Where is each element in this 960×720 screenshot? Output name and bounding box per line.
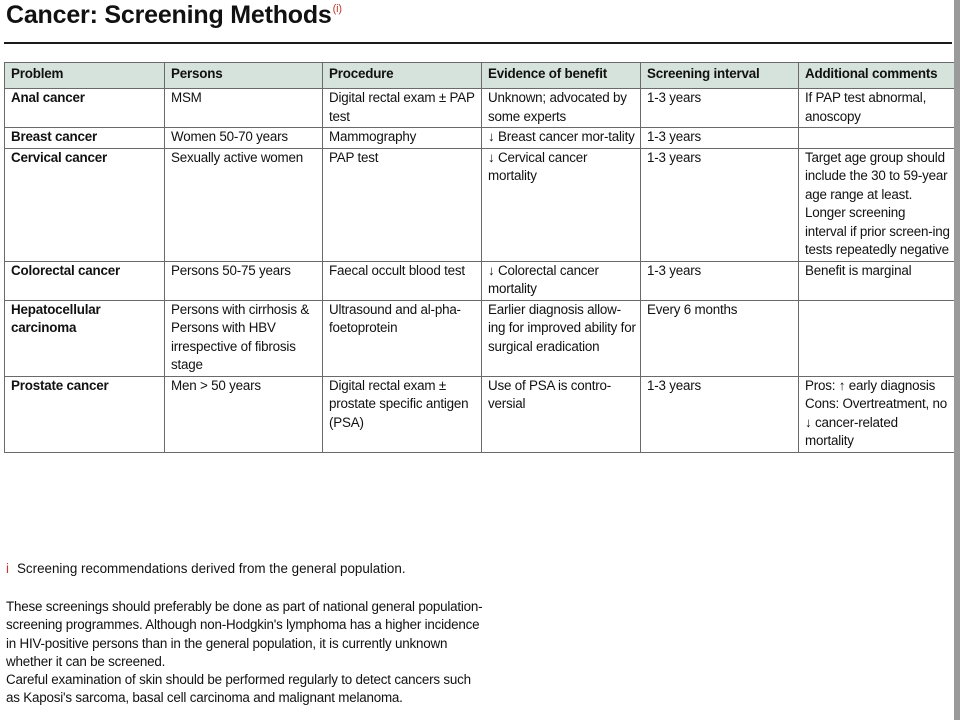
table-cell: Use of PSA is contro-versial — [482, 376, 641, 452]
table-cell: Earlier diagnosis allow-ing for improved ability for surgical eradication — [482, 300, 641, 376]
problem-cell: Colorectal cancer — [5, 261, 165, 300]
page-title — [6, 1, 342, 30]
problem-cell: Breast cancer — [5, 128, 165, 149]
table-cell: Ultrasound and al-pha-foetoprotein — [323, 300, 482, 376]
table-cell: ↓ Breast cancer mor-tality — [482, 128, 641, 149]
title-divider — [4, 42, 952, 44]
table-row — [5, 300, 955, 376]
table-body — [5, 89, 955, 453]
column-header: Procedure — [323, 63, 482, 89]
footnote — [6, 560, 406, 578]
table-cell: Persons 50-75 years — [165, 261, 323, 300]
problem-cell: Cervical cancer — [5, 148, 165, 261]
table-cell: Women 50-70 years — [165, 128, 323, 149]
table-cell: Men > 50 years — [165, 376, 323, 452]
table-cell: ↓ Cervical cancer mortality — [482, 148, 641, 261]
table-cell: 1-3 years — [641, 148, 799, 261]
table-cell: ↓ Colorectal cancer mortality — [482, 261, 641, 300]
notes — [6, 598, 486, 708]
table-cell: Sexually active women — [165, 148, 323, 261]
title-superscript: (i) — [332, 2, 342, 15]
note-paragraph: These screenings should preferably be done as part of national general population-screening programmes. Although non-Hodgkin's lymphoma has a higher incidence in HIV-positive persons than in the general population, it is currently unknown whether it can be screened. — [6, 599, 483, 669]
table-cell: Faecal occult blood test — [323, 261, 482, 300]
table-cell: Digital rectal exam ± PAP test — [323, 89, 482, 128]
table-cell: 1-3 years — [641, 128, 799, 149]
table-cell: MSM — [165, 89, 323, 128]
table-header — [5, 63, 955, 89]
scrollbar[interactable] — [954, 0, 960, 720]
table-cell: Digital rectal exam ± prostate specific antigen (PSA) — [323, 376, 482, 452]
table-cell: 1-3 years — [641, 261, 799, 300]
table-row — [5, 89, 955, 128]
footnote-text: Screening recommendations derived from the general population. — [16, 561, 406, 576]
table-cell — [799, 300, 955, 376]
table-cell: 1-3 years — [641, 89, 799, 128]
table-row — [5, 128, 955, 149]
table-cell: Pros: ↑ early diagnosis Cons: Overtreatment, no ↓ cancer-related mortality — [799, 376, 955, 452]
table-cell: Every 6 months — [641, 300, 799, 376]
column-header: Screening interval — [641, 63, 799, 89]
screening-table — [4, 62, 955, 453]
table-cell: 1-3 years — [641, 376, 799, 452]
footnote-marker: i — [6, 561, 9, 576]
column-header: Additional comments — [799, 63, 955, 89]
page-title-text: Cancer: Screening Methods — [6, 1, 332, 29]
column-header: Evidence of benefit — [482, 63, 641, 89]
column-header: Problem — [5, 63, 165, 89]
table-cell: Benefit is marginal — [799, 261, 955, 300]
table-cell: Target age group should include the 30 to 59-year age range at least. Longer screening interval if prior screen-ing tests repeatedly negative — [799, 148, 955, 261]
table-cell: Unknown; advocated by some experts — [482, 89, 641, 128]
table-cell: Persons with cirrhosis & Persons with HBV irrespective of fibrosis stage — [165, 300, 323, 376]
table-row — [5, 261, 955, 300]
problem-cell: Anal cancer — [5, 89, 165, 128]
table-cell: Mammography — [323, 128, 482, 149]
table-header-row — [5, 63, 955, 89]
problem-cell: Prostate cancer — [5, 376, 165, 452]
table-row — [5, 376, 955, 452]
table-cell: If PAP test abnormal, anoscopy — [799, 89, 955, 128]
table-cell — [799, 128, 955, 149]
table-row — [5, 148, 955, 261]
problem-cell: Hepatocellular carcinoma — [5, 300, 165, 376]
note-paragraph: Careful examination of skin should be performed regularly to detect cancers such as Kaposi's sarcoma, basal cell carcinoma and malignant melanoma. — [6, 672, 471, 706]
column-header: Persons — [165, 63, 323, 89]
table-cell: PAP test — [323, 148, 482, 261]
